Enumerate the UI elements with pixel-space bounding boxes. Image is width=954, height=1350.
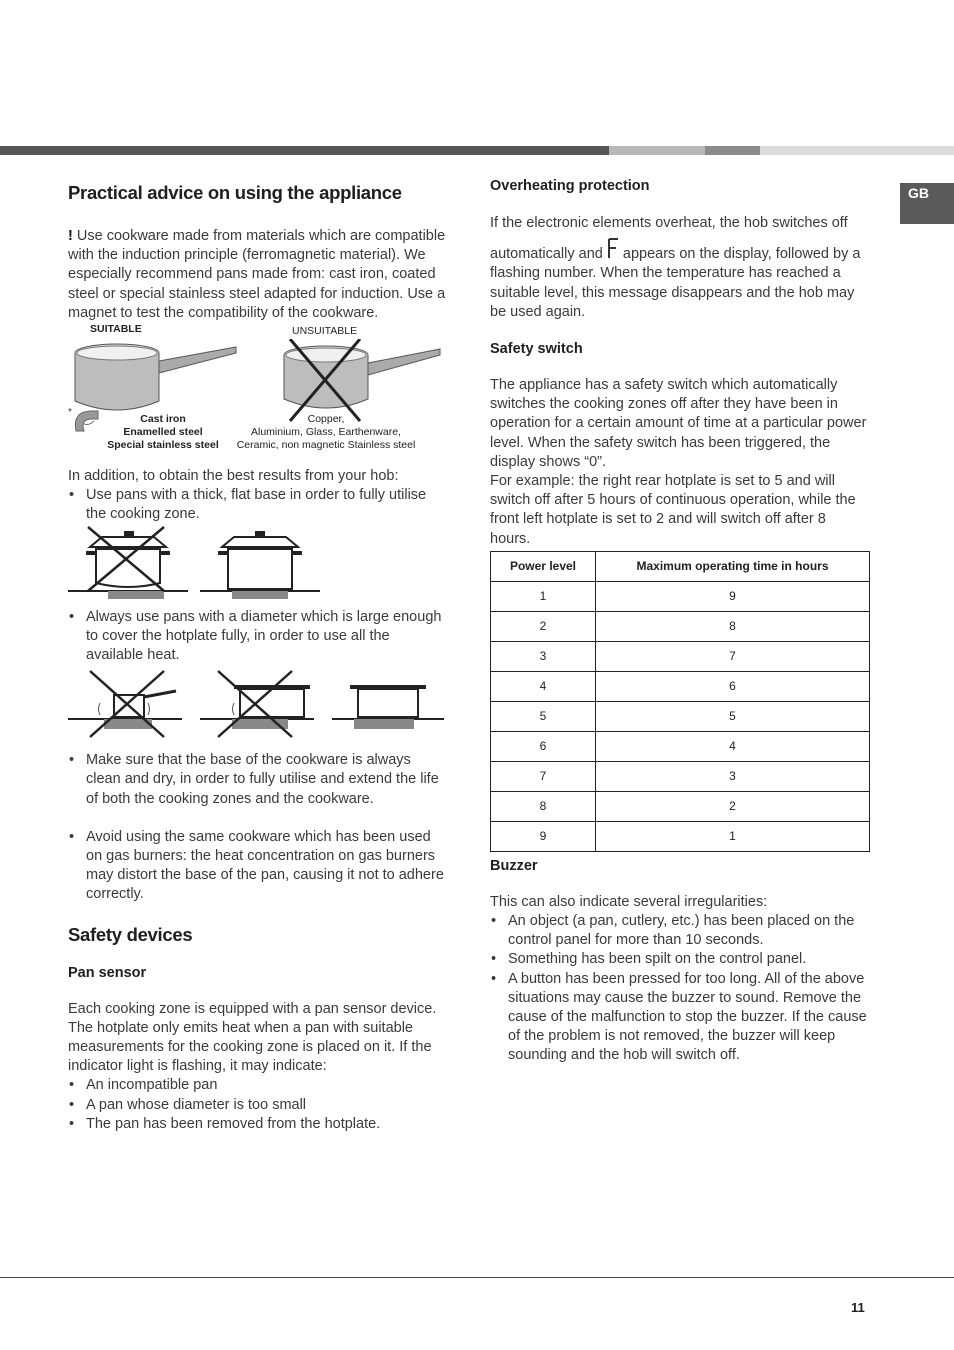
overheating-title: Overheating protection xyxy=(490,178,650,194)
column-header: Maximum operating time in hours xyxy=(596,551,870,581)
table-row: 8 2 xyxy=(491,791,870,821)
suitable-label: SUITABLE xyxy=(90,323,142,336)
table-row: 9 1 xyxy=(491,821,870,851)
list-item: • A button has been pressed for too long. All of the above situations may cause the buzzer to sound. Remove the cause of the malfunction to stop the buzzer. If the cause of the problem is not removed, the buzzer will keep sounding and the hob will switch off. xyxy=(490,970,870,1066)
results-intro: In addition, to obtain the best results from your hob: xyxy=(68,468,399,485)
overheating-text-1: If the electronic elements overheat, the hob switches off xyxy=(490,215,848,231)
list-item: • An object (a pan, cutlery, etc.) has been placed on the control panel for more than 10 seconds. xyxy=(490,912,870,950)
pan-sensor-title: Pan sensor xyxy=(68,964,147,981)
table-row: 7 3 xyxy=(491,761,870,791)
header-color-bar xyxy=(0,146,954,155)
right-column xyxy=(490,178,870,1066)
unsuitable-label: UNSUITABLE xyxy=(292,325,358,338)
advice-list-1 xyxy=(68,486,448,524)
operating-time-table xyxy=(490,551,870,852)
buzzer-title: Buzzer xyxy=(490,857,538,874)
flat-base-illustration xyxy=(68,525,328,601)
safety-switch-text-2: For example: the right rear hotplate is set to 5 and will switch off after 5 hours of continuous operation, while the front left hotplate is set to 2 and will switch off after 8 hours. xyxy=(490,473,856,547)
list-item: • A pan whose diameter is too small xyxy=(68,1096,448,1115)
safety-switch-text-1: The appliance has a safety switch which automatically switches the cooking zones off after they have been in operation for a certain amount of time at a particular power level. When the safety switch has been triggered, the display shows “0”. xyxy=(490,377,867,470)
list-item: • An incompatible pan xyxy=(68,1076,448,1095)
page-number: 11 xyxy=(851,1300,865,1315)
table-row: 1 9 xyxy=(491,581,870,611)
advice-list-4 xyxy=(68,828,448,905)
section-title-practical-advice: Practical advice on using the appliance xyxy=(68,182,402,203)
left-column xyxy=(68,182,448,1134)
table-row: 2 8 xyxy=(491,611,870,641)
table-row: 3 7 xyxy=(491,641,870,671)
buzzer-list xyxy=(490,912,870,1066)
intro-paragraph: ! Use cookware made from materials which are compatible with the induction principle (ferromagnetic material). We especially recommend pans made from: cast iron, coated steel or special stainless steel adapted for induction. Use a magnet to test the compatibility of the cookware. xyxy=(68,228,446,321)
advice-clean-base: • Make sure that the base of the cookware is always clean and dry, in order to fully utilise and extend the life of both the cooking zones and the cookware. xyxy=(68,751,448,809)
overheating-text-2: automatically and appears on the display, followed by a flashing number. When the temperature has reached a suitable level, this message disappears and the hob may be used again. xyxy=(490,237,870,322)
advice-list-3 xyxy=(68,751,448,809)
advice-diameter: • Always use pans with a diameter which is large enough to cover the hotplate fully, in order to use all the available heat. xyxy=(68,608,448,666)
section-title-safety-devices: Safety devices xyxy=(68,923,193,945)
advice-gas-burners: • Avoid using the same cookware which has been used on gas burners: the heat concentration on gas burners may distort the base of the pan, causing it not to adhere correctly. xyxy=(68,828,448,905)
column-header: Power level xyxy=(491,551,596,581)
f-display-icon xyxy=(607,237,619,259)
cookware-suitability-figure xyxy=(68,323,448,463)
asterisk-mark: * xyxy=(68,407,72,419)
warning-mark: ! xyxy=(68,228,73,244)
pan-sensor-text: Each cooking zone is equipped with a pan sensor device. The hotplate only emits heat when a pan with suitable measurements for the cooking zone is placed on it. If the indicator light is flashing, it may indicate: xyxy=(68,1000,437,1075)
list-item: • The pan has been removed from the hotplate. xyxy=(68,1115,448,1134)
safety-switch-title: Safety switch xyxy=(490,341,583,358)
language-tab: GB xyxy=(900,183,954,224)
advice-flat-base: • Use pans with a thick, flat base in order to fully utilise the cooking zone. xyxy=(68,486,448,524)
pan-sensor-list xyxy=(68,1076,448,1134)
pan-diameter-illustration xyxy=(68,667,448,743)
footer-divider xyxy=(0,1277,954,1278)
advice-list-2 xyxy=(68,608,448,666)
unsuitable-materials: Copper, Aluminium, Glass, Earthenware, Ceramic, non magnetic Stainless steel xyxy=(236,413,416,452)
table-row: 5 5 xyxy=(491,701,870,731)
suitable-materials: Cast iron Enamelled steel Special stainless steel xyxy=(107,413,219,452)
buzzer-intro: This can also indicate several irregularities: xyxy=(490,893,768,910)
table-header-row xyxy=(491,551,870,581)
list-item: • Something has been spilt on the control panel. xyxy=(490,950,870,969)
table-row: 6 4 xyxy=(491,731,870,761)
table-row: 4 6 xyxy=(491,671,870,701)
